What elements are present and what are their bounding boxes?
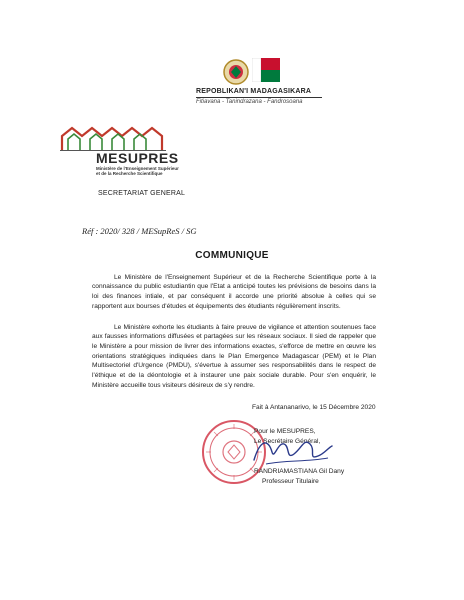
department-name: SECRETARIAT GENERAL (98, 190, 186, 197)
reference-number: Réf : 2020/ 328 / MESupReS / SG (82, 226, 197, 236)
signature-for-line: Pour le MESUPRES, (254, 428, 316, 435)
document-title: COMMUNIQUE (195, 250, 269, 261)
republic-seal-icon (222, 57, 250, 87)
ministry-full-name (96, 166, 206, 176)
republic-motto: Fitiavana - Tanindrazana - Fandrosoana (196, 99, 303, 105)
body-paragraph-2: Le Ministère exhorte les étudiants à faire preuve de vigilance et attention soutenues face aux fausses informations diffusées et partagées sur les réseaux sociaux. Il sied de rappeler que le Ministère a pour mission de livrer des informations exactes, s'efforce de mettre en œuvre les orientations stratégiques indiquées dans le Plan Emergence Madagascar (PEM) et le Plan Multisectoriel d'Urgence (PMDU), s'évertue à assumer ses responsabilités dans le respect de l'éthique et de la déontologie et à instaurer une paix sociale durable. Pour s'en enquérir, le Ministère accueille tous visiteurs désireux de s'y rendre. (92, 323, 376, 389)
signatory-title: Professeur Titulaire (262, 478, 319, 485)
signature-role-line: Le Secrétaire Général, (254, 438, 321, 445)
date-line: Fait à Antananarivo, le 15 Décembre 2020 (252, 404, 376, 411)
signatory-name: RANDRIAMASTIANA Gil Dany (254, 468, 345, 475)
republic-name: REPOBLIKAN'I MADAGASIKARA (196, 88, 312, 95)
ministry-acronym: MESUPRES (96, 150, 179, 166)
ministry-full-name-line1: Ministère de l'Enseignement Supérieur (96, 166, 179, 171)
handwritten-signature-icon (246, 430, 336, 470)
ministry-logo-icon (60, 122, 170, 152)
header-divider (196, 97, 322, 98)
madagascar-flag-icon (252, 58, 280, 82)
body-paragraph-1: Le Ministère de l'Enseignement Supérieur et de la Recherche Scientifique porte à la connaissance du public estudiantin que l'Etat a anticipé toutes les prévisions de besoins dans la loi des finances intiale, et par conséquent il accorde une priorité absolue à celles qui se rapportent aux bourses d'études et équipements des étudiants régulièrement inscrits. (92, 273, 376, 310)
ministry-full-name-line2: et de la Recherche Scientifique (96, 171, 163, 176)
